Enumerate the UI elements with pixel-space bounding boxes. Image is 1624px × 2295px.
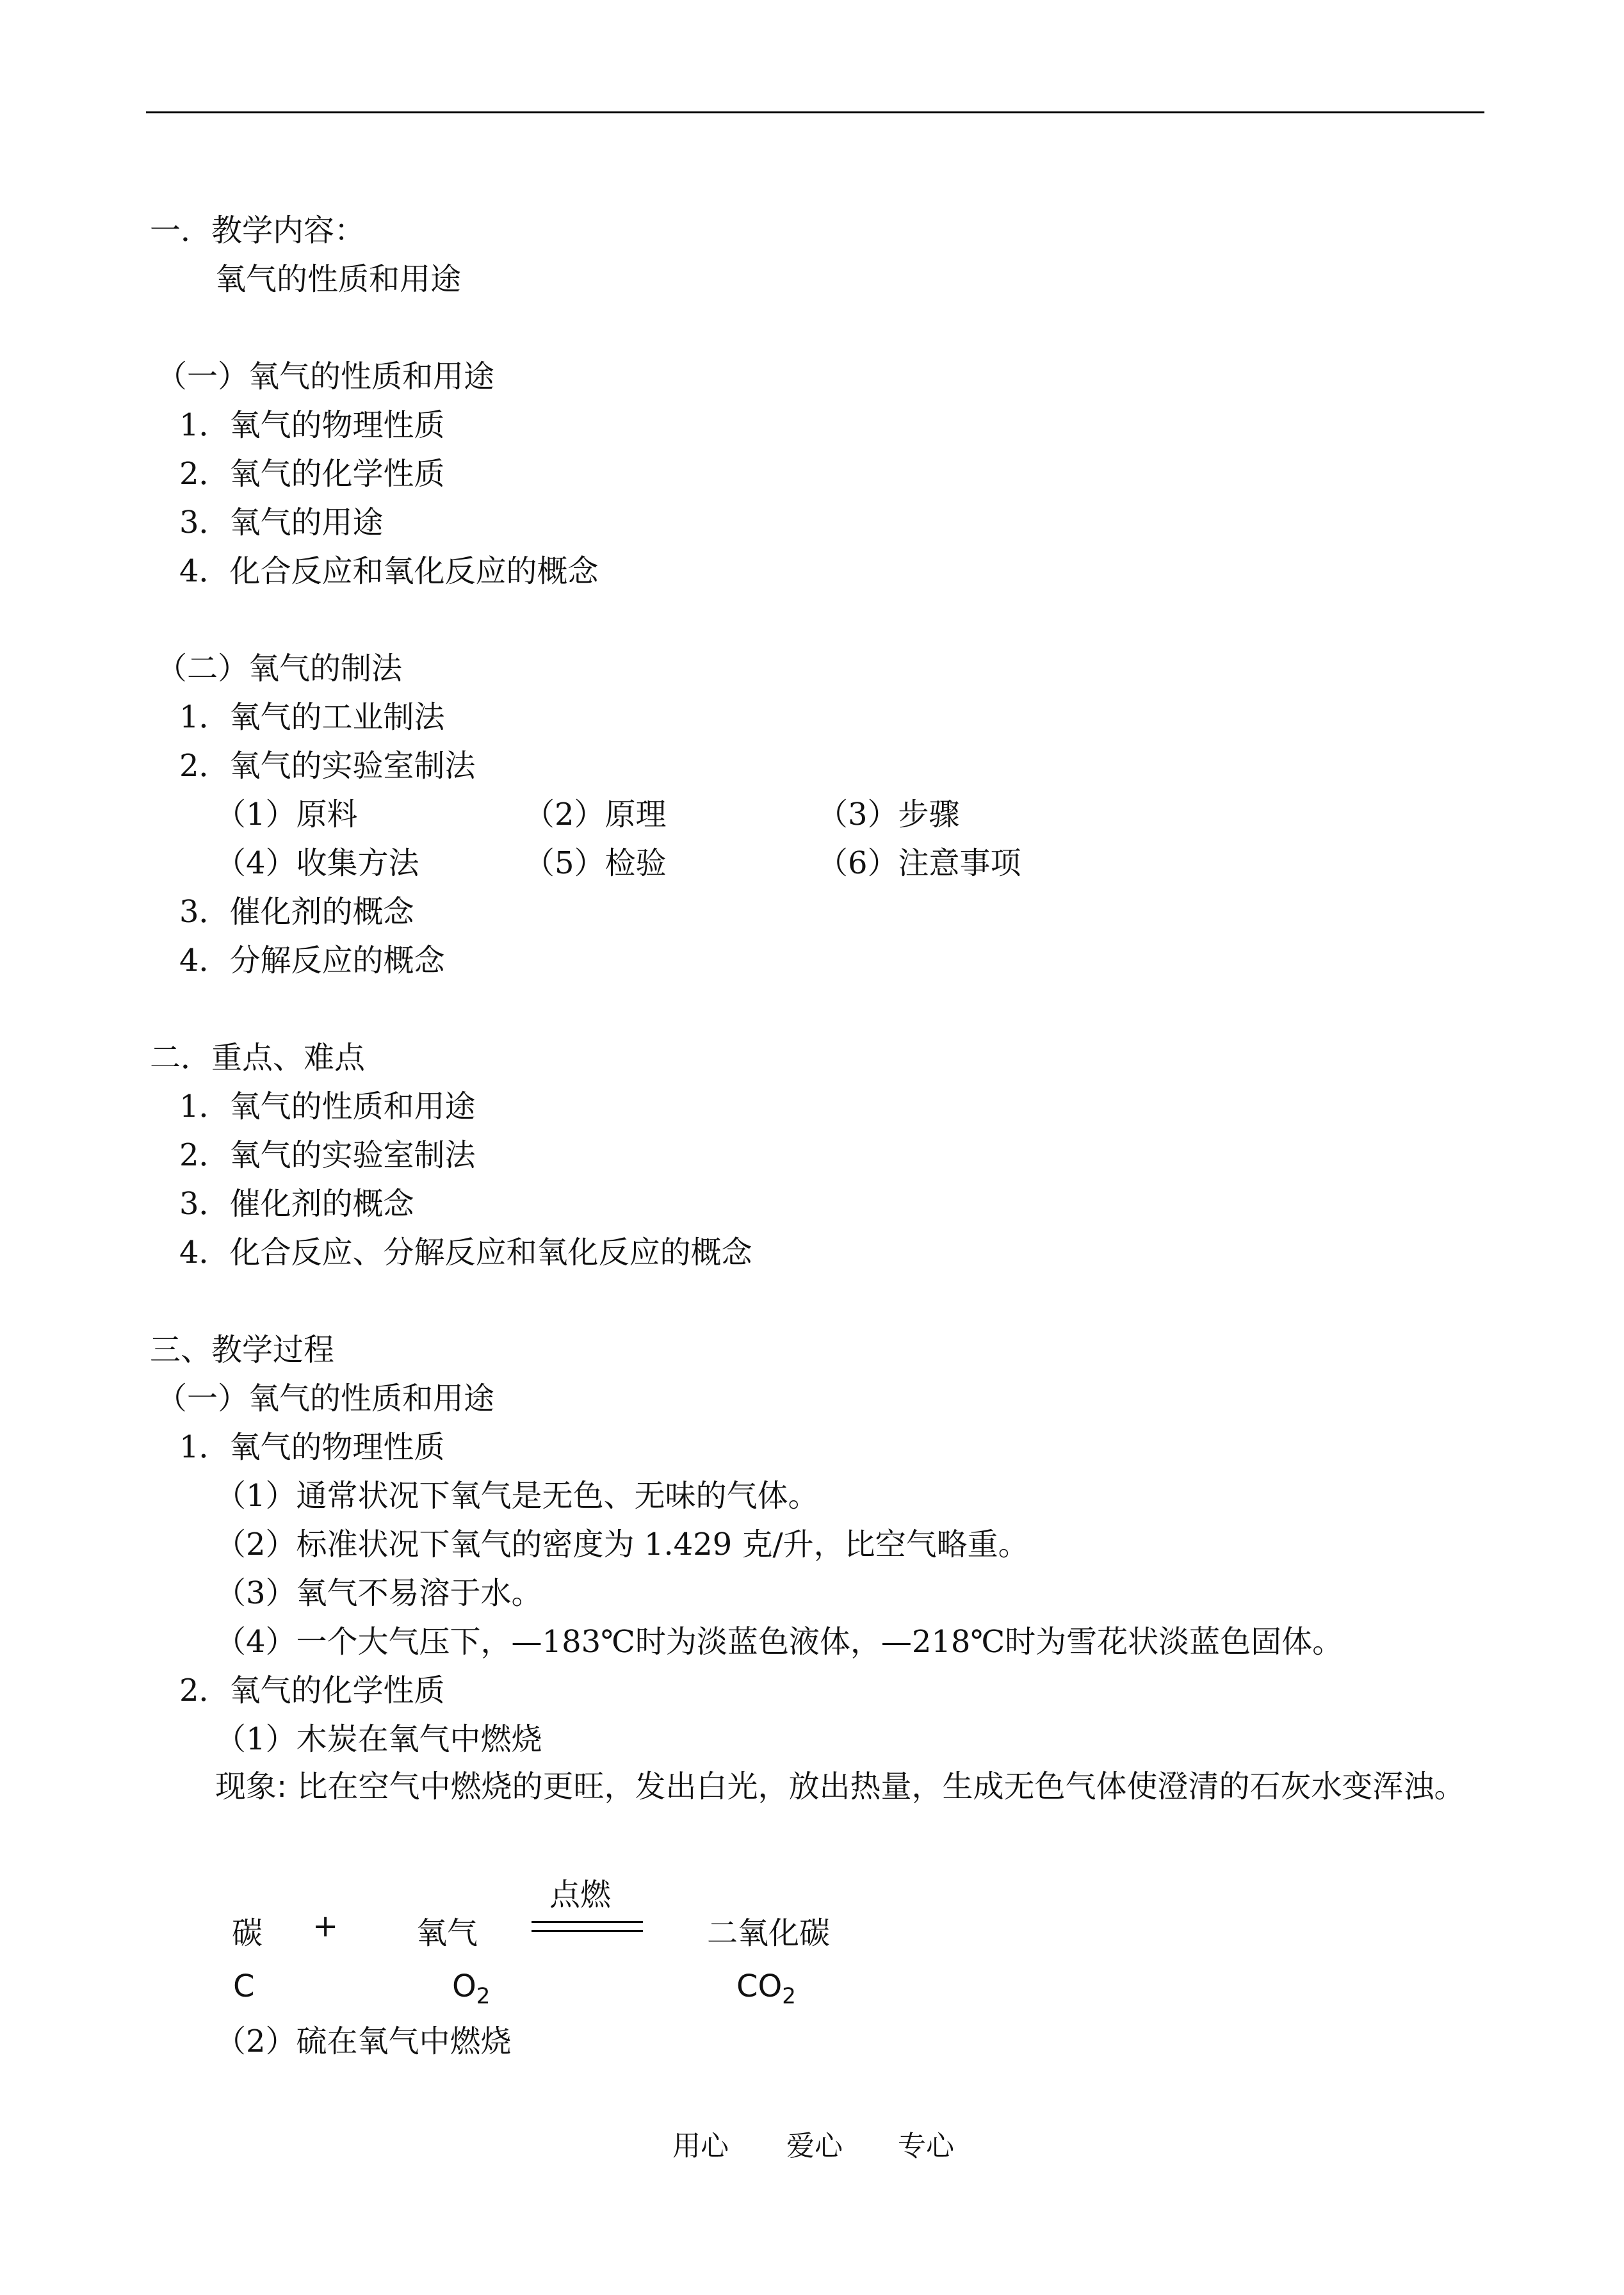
section-heading-1: 一．教学内容： <box>150 213 366 248</box>
list-item: 2．氧气的化学性质 <box>179 1673 445 1708</box>
product-name: 二氧化碳 <box>707 1915 831 1951</box>
reactant-name: 氧气 <box>416 1915 478 1951</box>
list-item: 4．化合反应、分解反应和氧化反应的概念 <box>179 1235 752 1270</box>
sub-item: （3）步骤 <box>817 797 960 832</box>
section-subtitle: 氧气的性质和用途 <box>215 261 462 297</box>
list-item: 2．氧气的实验室制法 <box>179 748 476 784</box>
footer-text: 爱心 <box>786 2130 843 2162</box>
property-point: （1）通常状况下氧气是无色、无味的气体。 <box>215 1478 819 1514</box>
reaction-condition: 点燃 <box>549 1877 612 1913</box>
list-item: 1．氧气的物理性质 <box>179 1429 445 1465</box>
list-item: 2．氧气的化学性质 <box>179 456 445 492</box>
list-item: 1．氧气的工业制法 <box>179 699 445 735</box>
sub-item: （6）注意事项 <box>817 845 1021 881</box>
list-item: 3．催化剂的概念 <box>179 894 414 930</box>
part-heading: （二）氧气的制法 <box>156 651 403 686</box>
observation-text: 比在空气中燃烧的更旺，发出白光，放出热量，生成无色气体使澄清的石灰水变浑浊。 <box>287 1769 1465 1804</box>
list-item: 2．氧气的实验室制法 <box>179 1137 476 1173</box>
equation-bar <box>532 1930 643 1932</box>
property-point: （4）一个大气压下，—183℃时为淡蓝色液体，—218℃时为雪花状淡蓝色固体。 <box>215 1624 1344 1660</box>
reactant-formula: $O_2$ <box>452 1968 491 2009</box>
observation-label: 现象: <box>215 1769 288 1804</box>
sub-item: （1）原料 <box>215 797 358 832</box>
footer-text: 专心 <box>898 2130 954 2162</box>
section-heading-2: 二．重点、难点 <box>150 1040 366 1076</box>
sub-item: （2）硫在氧气中燃烧 <box>215 2023 512 2059</box>
header-rule <box>146 111 1484 113</box>
reactant-name: 碳 <box>232 1915 263 1951</box>
observation-paragraph <box>173 1764 1487 1809</box>
list-item: 3．氧气的用途 <box>179 505 384 540</box>
equation-bar <box>532 1921 643 1923</box>
property-point: （2）标准状况下氧气的密度为 1.429 克/升，比空气略重。 <box>215 1527 1029 1562</box>
sub-item: （5）检验 <box>524 845 667 881</box>
list-item: 3．催化剂的概念 <box>179 1186 414 1222</box>
list-item: 4．化合反应和氧化反应的概念 <box>179 553 599 589</box>
property-point: （3）氧气不易溶于水。 <box>215 1575 542 1611</box>
section-heading-3: 三、教学过程 <box>150 1332 335 1368</box>
sub-item: （4）收集方法 <box>215 845 419 881</box>
list-item: 1．氧气的物理性质 <box>179 407 445 443</box>
plus-sign: + <box>313 1908 339 1944</box>
footer-text: 用心 <box>672 2130 729 2162</box>
part-heading: （一）氧气的性质和用途 <box>156 1381 495 1416</box>
list-item: 4．分解反应的概念 <box>179 943 445 978</box>
reactant-formula: C <box>233 1968 255 2004</box>
sub-item: （1）木炭在氧气中燃烧 <box>215 1721 542 1757</box>
sub-item: （2）原理 <box>524 797 667 832</box>
part-heading: （一）氧气的性质和用途 <box>156 359 495 394</box>
product-formula: $CO_2$ <box>736 1968 796 2009</box>
list-item: 1．氧气的性质和用途 <box>179 1089 476 1124</box>
